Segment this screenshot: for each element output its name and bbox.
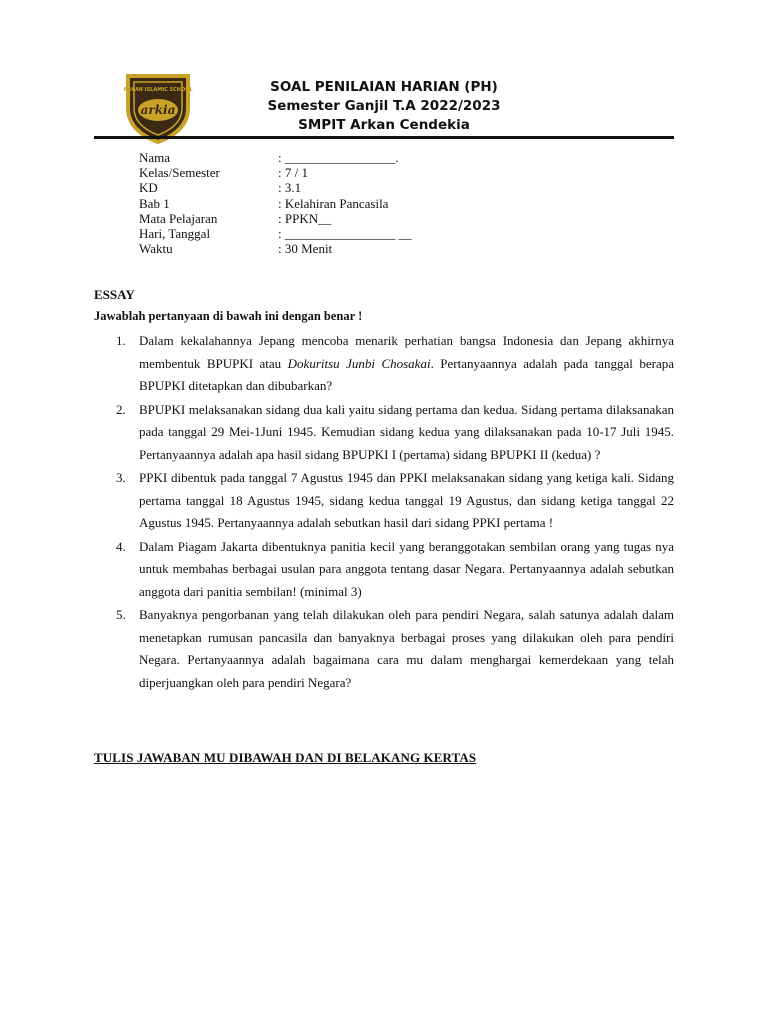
header-divider (94, 136, 674, 139)
info-row-bab (139, 196, 412, 211)
question-text-part: Dalam kekalahannya Jepang mencoba menarik perhatian bangsa Indonesia dan Jepang akhirnya membentuk BPUPKI atau (139, 333, 674, 371)
svg-text:ARKAN ISLAMIC SCHOOL: ARKAN ISLAMIC SCHOOL (123, 87, 193, 93)
question-text-part: Dalam Piagam Jakarta dibentuknya panitia kecil yang beranggotakan sembilan orang yang tugas nya untuk membahas berbagai usulan para anggota tentang dasar Negara. Pertanyaannya adalah sebutkan anggota dari panitia sembilan! (minimal 3) (139, 538, 674, 599)
question-text (139, 536, 674, 604)
exam-title: SOAL PENILAIAN HARIAN (PH) (270, 79, 498, 95)
info-label: Nama (139, 150, 171, 165)
question-item (94, 536, 674, 604)
info-row-mapel (139, 211, 412, 226)
question-item (94, 330, 674, 398)
question-item (94, 399, 674, 467)
info-value: : _________________ __ (278, 226, 412, 242)
info-label: Bab 1 (139, 195, 170, 211)
info-label: Waktu (139, 241, 173, 257)
question-text (139, 467, 674, 535)
question-number: 1. (116, 333, 126, 348)
question-text-part: . Pertanyaannya adalah pada tanggal berapa BPUPKI ditetapkan dan dibubarkan? (139, 355, 675, 393)
answer-instruction: TULIS JAWABAN MU DIBAWAH DAN DI BELAKANG KERTAS (94, 750, 477, 765)
document-header (0, 0, 768, 140)
info-row-waktu (139, 241, 412, 256)
info-value: : PPKN__ (278, 210, 332, 226)
question-text-part: PPKI dibentuk pada tanggal 7 Agustus 1945 dan PPKI melaksanakan sidang yang ketiga kali. Sidang pertama tanggal 18 Agustus 1945, sidang kedua tanggal 19 Agustus, dan sidang ketiga tanggal 22 Agustus 1945. Pertanyaannya adalah sebutkan hasil dari sidang PPKI pertama ! (139, 470, 674, 530)
question-text-italic: Dokuritsu Junbi Chosakai (287, 355, 431, 371)
info-label: Mata Pelajaran (139, 210, 218, 226)
info-value: : 7 / 1 (278, 165, 308, 181)
info-value: : _________________. (278, 150, 399, 165)
info-row-hari-tanggal (139, 226, 412, 241)
info-value: : 3.1 (278, 180, 302, 196)
question-item (94, 604, 674, 694)
section-title-essay: ESSAY (94, 287, 135, 302)
info-row-kelas (139, 165, 412, 180)
header-text-block (200, 78, 568, 135)
question-item (94, 467, 674, 535)
svg-text:arkia: arkia (140, 103, 176, 117)
question-text (139, 604, 674, 694)
school-logo-icon (122, 72, 194, 144)
question-list (94, 330, 674, 695)
essay-instruction: Jawablah pertanyaan di bawah ini dengan benar ! (94, 309, 363, 323)
question-number: 4. (116, 538, 126, 554)
info-row-nama (139, 150, 412, 165)
info-label: KD (139, 180, 158, 196)
question-text (139, 399, 674, 467)
school-name: SMPIT Arkan Cendekia (298, 117, 470, 133)
info-row-kd (139, 180, 412, 195)
question-text-part: Banyaknya pengorbanan yang telah dilakukan oleh para pendiri Negara, salah satunya adalah dalam menetapkan rumusan pancasila dan banyaknya berbagai proses yang dilakukan oleh para pendiri Negara. Pertanyaannya adalah bagaimana cara mu dalam menghargai kemerdekaan yang telah diperjuangkan oleh para pendiri Negara? (139, 607, 674, 690)
student-info-table (139, 150, 412, 256)
question-text (139, 330, 674, 398)
semester-line: Semester Ganjil T.A 2022/2023 (267, 98, 501, 114)
question-number: 2. (116, 401, 126, 417)
info-label: Hari, Tanggal (139, 226, 211, 242)
question-number: 3. (116, 470, 126, 485)
info-value: : 30 Menit (278, 241, 333, 257)
question-number: 5. (116, 607, 126, 622)
info-label: Kelas/Semester (139, 165, 220, 181)
question-text-part: BPUPKI melaksanakan sidang dua kali yaitu sidang pertama dan kedua. Sidang pertama dilaksanakan pada tanggal 29 Mei-1Juni 1945. Kemudian sidang kedua yang dilaksanakan pada 10-17 Juli 1945. Pertanyaannya adalah apa hasil sidang BPUPKI I (pertama) sidang BPUPKI II (kedua) ? (139, 401, 674, 462)
info-value: : Kelahiran Pancasila (278, 195, 389, 211)
